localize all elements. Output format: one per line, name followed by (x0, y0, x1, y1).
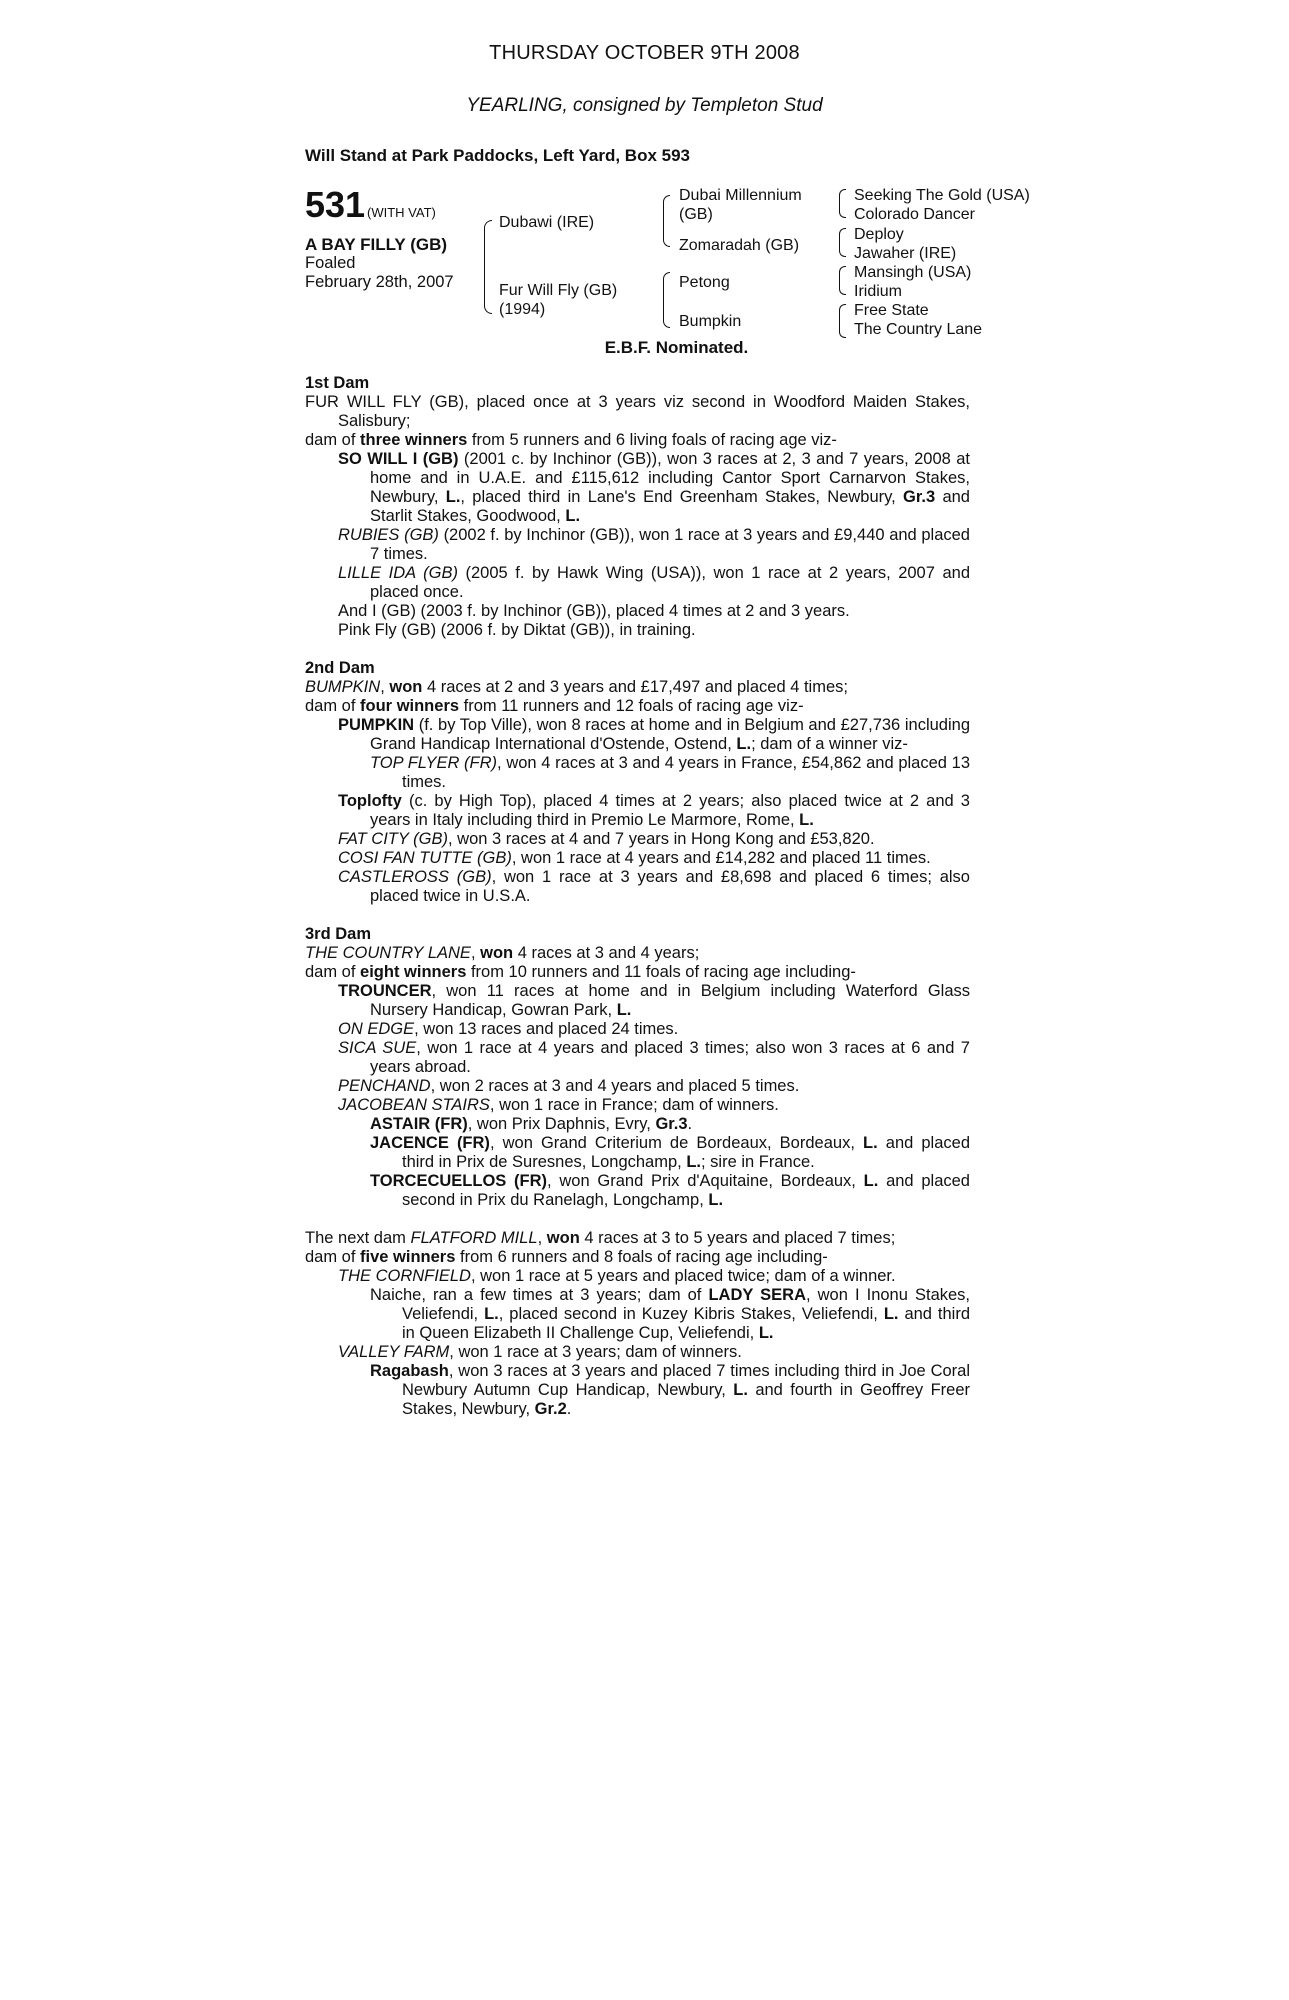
pedigree-sss: Seeking The Gold (USA) (854, 187, 1030, 204)
produce-entry: LILLE IDA (GB) (2005 f. by Hawk Wing (USA)), won 1 race at 2 years, 2007 and placed once. (338, 564, 970, 601)
third-dam-section (305, 925, 970, 1210)
lot-description: A BAY FILLY (GB) (305, 235, 448, 254)
stand-location: Will Stand at Park Paddocks, Left Yard, Box 593 (305, 146, 690, 165)
produce-entry: SICA SUE, won 1 race at 4 years and placed 3 times; also won 3 races at 6 and 7 years abroad. (338, 1039, 970, 1076)
dam-summary: THE COUNTRY LANE, won 4 races at 3 and 4 years; (305, 944, 700, 962)
produce-entry: Pink Fly (GB) (2006 f. by Diktat (GB)), in training. (338, 621, 696, 639)
pedigree-brace-sire (663, 195, 670, 247)
pedigree-dam-dam: Bumpkin (679, 313, 742, 330)
dam-summary: The next dam FLATFORD MILL, won 4 races at 3 to 5 years and placed 7 times; (305, 1229, 896, 1247)
section-heading: 3rd Dam (305, 925, 372, 943)
produce-entry: CASTLEROSS (GB), won 1 race at 3 years and £8,698 and placed 6 times; also placed twice in U.S.A. (338, 868, 970, 905)
pedigree-dam-year: (1994) (499, 301, 546, 318)
produce-entry: COSI FAN TUTTE (GB), won 1 race at 4 years and £14,282 and placed 11 times. (338, 849, 931, 867)
pedigree-sire-sire-country: (GB) (679, 206, 713, 223)
ebf-nominated: E.B.F. Nominated. (604, 338, 749, 357)
pedigree-brace-main (484, 220, 492, 314)
dam-summary: BUMPKIN, won 4 races at 2 and 3 years and £17,497 and placed 4 times; (305, 678, 848, 696)
dam-produce-summary: dam of five winners from 6 runners and 8 foals of racing age including- (305, 1248, 828, 1266)
pedigree-ssd: Colorado Dancer (854, 206, 975, 223)
sale-date: THURSDAY OCTOBER 9TH 2008 (489, 42, 800, 64)
grand-produce-entry: JACENCE (FR), won Grand Criterium de Bordeaux, Bordeaux, L. and placed third in Prix de Suresnes, Longchamp, L.; sire in France. (370, 1134, 971, 1171)
next-dam-section (305, 1229, 970, 1419)
dam-produce-summary: dam of eight winners from 10 runners and 11 foals of racing age including- (305, 963, 856, 981)
produce-entry: VALLEY FARM, won 1 race at 3 years; dam of winners. (338, 1343, 742, 1361)
produce-entry: JACOBEAN STAIRS, won 1 race in France; dam of winners. (338, 1096, 779, 1114)
dam-produce-summary: dam of three winners from 5 runners and 6 living foals of racing age viz- (305, 431, 837, 449)
produce-entry: ON EDGE, won 13 races and placed 24 times. (338, 1020, 679, 1038)
pedigree-brace-3d (839, 304, 846, 338)
pedigree-ddd: The Country Lane (854, 321, 983, 338)
pedigree-sire-dam: Zomaradah (GB) (679, 237, 800, 254)
pedigree-brace-3b (839, 228, 846, 257)
grand-produce-entry: Ragabash, won 3 races at 3 years and placed 7 times including third in Joe Coral Newbury Autumn Cup Handicap, Newbury, L. and fourth in Geoffrey Freer Stakes, Newbury, Gr.2. (370, 1362, 971, 1418)
grand-produce-entry: ASTAIR (FR), won Prix Daphnis, Evry, Gr.3. (370, 1115, 693, 1133)
pedigree-sire: Dubawi (IRE) (499, 214, 595, 231)
consignment-line: YEARLING, consigned by Templeton Stud (466, 95, 823, 116)
produce-entry: THE CORNFIELD, won 1 race at 5 years and placed twice; dam of a winner. (338, 1267, 896, 1285)
pedigree-dam: Fur Will Fly (GB) (499, 282, 618, 299)
pedigree-sdd: Jawaher (IRE) (854, 245, 957, 262)
foaled-label: Foaled (305, 254, 356, 272)
vat-note: (WITH VAT) (367, 205, 436, 220)
produce-entry: Toplofty (c. by High Top), placed 4 times at 2 years; also placed twice at 2 and 3 years in Italy including third in Premio Le Marmore, Rome, L. (338, 792, 970, 829)
grand-produce-entry: TOP FLYER (FR), won 4 races at 3 and 4 years in France, £54,862 and placed 13 times. (370, 754, 970, 791)
produce-entry: PENCHAND, won 2 races at 3 and 4 years and placed 5 times. (338, 1077, 800, 1095)
pedigree-brace-3a (839, 189, 846, 218)
grand-produce-entry: TORCECUELLOS (FR), won Grand Prix d'Aquitaine, Bordeaux, L. and placed second in Prix du Ranelagh, Longchamp, L. (370, 1172, 970, 1209)
dam-summary: FUR WILL FLY (GB), placed once at 3 years viz second in Woodford Maiden Stakes, Salisbury; (305, 393, 970, 430)
pedigree-sds: Deploy (854, 226, 904, 243)
produce-entry: SO WILL I (GB) (2001 c. by Inchinor (GB)), won 3 races at 2, 3 and 7 years, 2008 at home and in U.A.E. and £115,612 including Cantor Sport Carnarvon Stakes, Newbury, L., placed third in Lane's End Greenham Stakes, Newbury, Gr.3 and Starlit Stakes, Goodwood, L. (338, 450, 970, 525)
pedigree-notes (305, 374, 970, 1438)
grand-produce-entry: Naiche, ran a few times at 3 years; dam of LADY SERA, won I Inonu Stakes, Veliefendi, L., placed second in Kuzey Kibris Stakes, Veliefendi, L. and third in Queen Elizabeth II Challenge Cup, Veliefendi, L. (370, 1286, 971, 1342)
produce-entry: TROUNCER, won 11 races at home and in Belgium including Waterford Glass Nursery Handicap, Gowran Park, L. (338, 982, 970, 1019)
produce-entry: PUMPKIN (f. by Top Ville), won 8 races at home and in Belgium and £27,736 including Grand Handicap International d'Ostende, Ostend, L.; dam of a winner viz- (338, 716, 970, 753)
foaled-date: February 28th, 2007 (305, 273, 454, 291)
section-heading: 2nd Dam (305, 659, 375, 677)
produce-entry: RUBIES (GB) (2002 f. by Inchinor (GB)), won 1 race at 3 years and £9,440 and placed 7 times. (338, 526, 970, 563)
pedigree-dam-sire: Petong (679, 274, 730, 291)
section-heading: 1st Dam (305, 374, 370, 392)
produce-entry: And I (GB) (2003 f. by Inchinor (GB)), placed 4 times at 2 and 3 years. (338, 602, 850, 620)
pedigree-sire-sire: Dubai Millennium (679, 187, 802, 204)
produce-entry: FAT CITY (GB), won 3 races at 4 and 7 years in Hong Kong and £53,820. (338, 830, 875, 848)
pedigree-dsd: Iridium (854, 283, 903, 300)
lot-number: 531 (305, 184, 366, 225)
pedigree-dds: Free State (854, 302, 929, 319)
pedigree-brace-dam (663, 272, 670, 328)
pedigree-brace-3c (839, 266, 846, 295)
first-dam-section (305, 374, 970, 640)
dam-produce-summary: dam of four winners from 11 runners and 12 foals of racing age viz- (305, 697, 804, 715)
second-dam-section (305, 659, 970, 906)
pedigree-dss: Mansingh (USA) (854, 264, 972, 281)
